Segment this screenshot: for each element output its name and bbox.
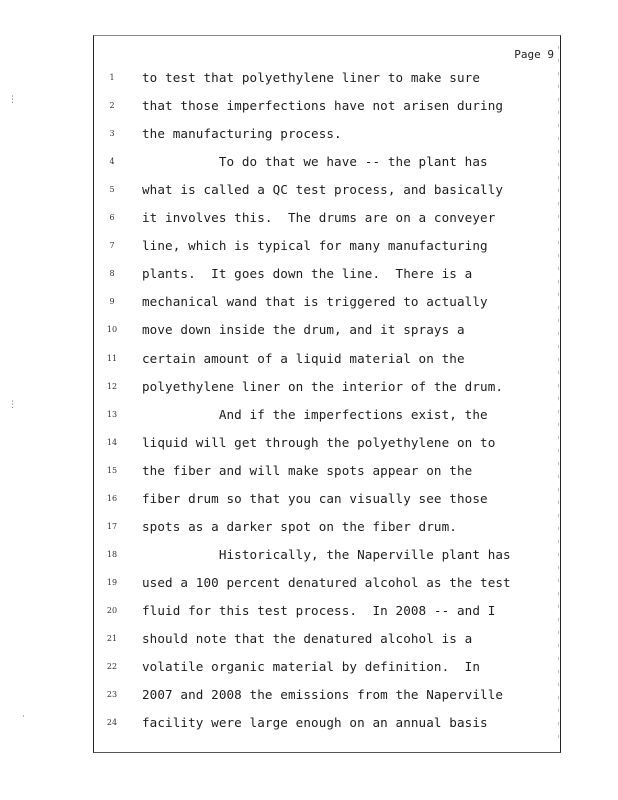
line-text: should note that the denatured alcohol is a: [142, 631, 473, 646]
line-number: 1: [109, 73, 115, 82]
transcript-line: [94, 291, 560, 319]
line-text: 2007 and 2008 the emissions from the Naperville: [142, 687, 504, 703]
line-text: the manufacturing process.: [142, 126, 342, 142]
transcript-line: [94, 151, 560, 179]
line-text: polyethylene liner on the interior of the drum.: [142, 378, 504, 394]
line-text: that those imperfections have not arisen during: [142, 98, 504, 114]
line-text: what is called a QC test process, and basically: [142, 182, 504, 198]
transcript-line: [94, 628, 560, 656]
line-number: 9: [109, 297, 115, 307]
line-number: 7: [109, 241, 115, 251]
line-number: 10: [106, 325, 118, 335]
transcript-line: [94, 123, 560, 151]
transcript-line: [94, 544, 560, 572]
line-number: 13: [106, 409, 118, 419]
line-number: 19: [106, 577, 118, 587]
line-number: 21: [106, 634, 118, 643]
transcript-line: [94, 516, 560, 544]
line-text: to test that polyethylene liner to make sure: [142, 70, 481, 85]
line-text: And if the imperfections exist, the: [142, 406, 488, 422]
line-text: fluid for this test process. In 2008 -- and I: [142, 602, 496, 618]
line-number: 24: [106, 718, 118, 728]
line-text: mechanical wand that is triggered to actually: [142, 294, 488, 310]
transcript-line: [94, 235, 560, 263]
line-number: 11: [106, 353, 118, 363]
line-number: 6: [109, 213, 115, 223]
line-text: facility were large enough on an annual basis: [142, 715, 488, 731]
transcript-line: [94, 376, 560, 404]
transcript-line: [94, 179, 560, 207]
line-text: spots as a darker spot on the fiber drum.: [142, 518, 457, 534]
margin-speck: ⋮: [8, 400, 17, 410]
line-number: 23: [106, 690, 118, 700]
line-number: 16: [106, 493, 118, 503]
transcript-line: [94, 207, 560, 235]
transcript-line: [94, 684, 560, 712]
margin-speck: ·: [22, 712, 25, 722]
line-number: 8: [109, 269, 115, 279]
line-text: move down inside the drum, and it sprays a: [142, 322, 465, 338]
transcript-line: [94, 600, 560, 628]
transcript-line: [94, 572, 560, 600]
line-text: certain amount of a liquid material on the: [142, 350, 465, 366]
line-number: 4: [109, 157, 115, 167]
transcript-line: [94, 656, 560, 684]
margin-speck: ⋮: [8, 95, 17, 105]
line-number: 14: [106, 437, 118, 447]
transcript-line: [94, 460, 560, 488]
line-number: 17: [106, 521, 118, 531]
transcript-line: [94, 319, 560, 347]
transcript-line: [94, 712, 560, 740]
transcript-page: [93, 35, 561, 753]
transcript-line: [94, 488, 560, 516]
line-number: 3: [109, 129, 115, 139]
page-number: Page 9: [514, 48, 554, 61]
line-text: line, which is typical for many manufacturing: [142, 238, 488, 254]
line-text: it involves this. The drums are on a conveyer: [142, 210, 496, 226]
line-number: 12: [106, 381, 118, 391]
line-text: the fiber and will make spots appear on the: [142, 462, 473, 478]
transcript-line: [94, 95, 560, 123]
line-text: Historically, the Naperville plant has: [142, 546, 511, 562]
line-number: 5: [109, 185, 115, 195]
margin-specks: [556, 41, 562, 741]
transcript-line: [94, 404, 560, 432]
line-number: 2: [109, 101, 115, 111]
transcript-line: [94, 432, 560, 460]
line-text: To do that we have -- the plant has: [142, 154, 488, 170]
line-number: 22: [106, 662, 118, 672]
line-text: fiber drum so that you can visually see those: [142, 490, 488, 506]
line-text: plants. It goes down the line. There is a: [142, 266, 473, 282]
transcript-line: [94, 348, 560, 376]
transcript-line: [94, 263, 560, 291]
line-text: used a 100 percent denatured alcohol as the test: [142, 574, 511, 590]
line-number: 15: [106, 465, 118, 475]
line-text: volatile organic material by definition. In: [142, 659, 481, 675]
transcript-line: [94, 67, 560, 95]
line-number: 20: [106, 605, 118, 615]
line-number: 18: [106, 549, 118, 559]
line-text: liquid will get through the polyethylene on to: [142, 434, 496, 450]
